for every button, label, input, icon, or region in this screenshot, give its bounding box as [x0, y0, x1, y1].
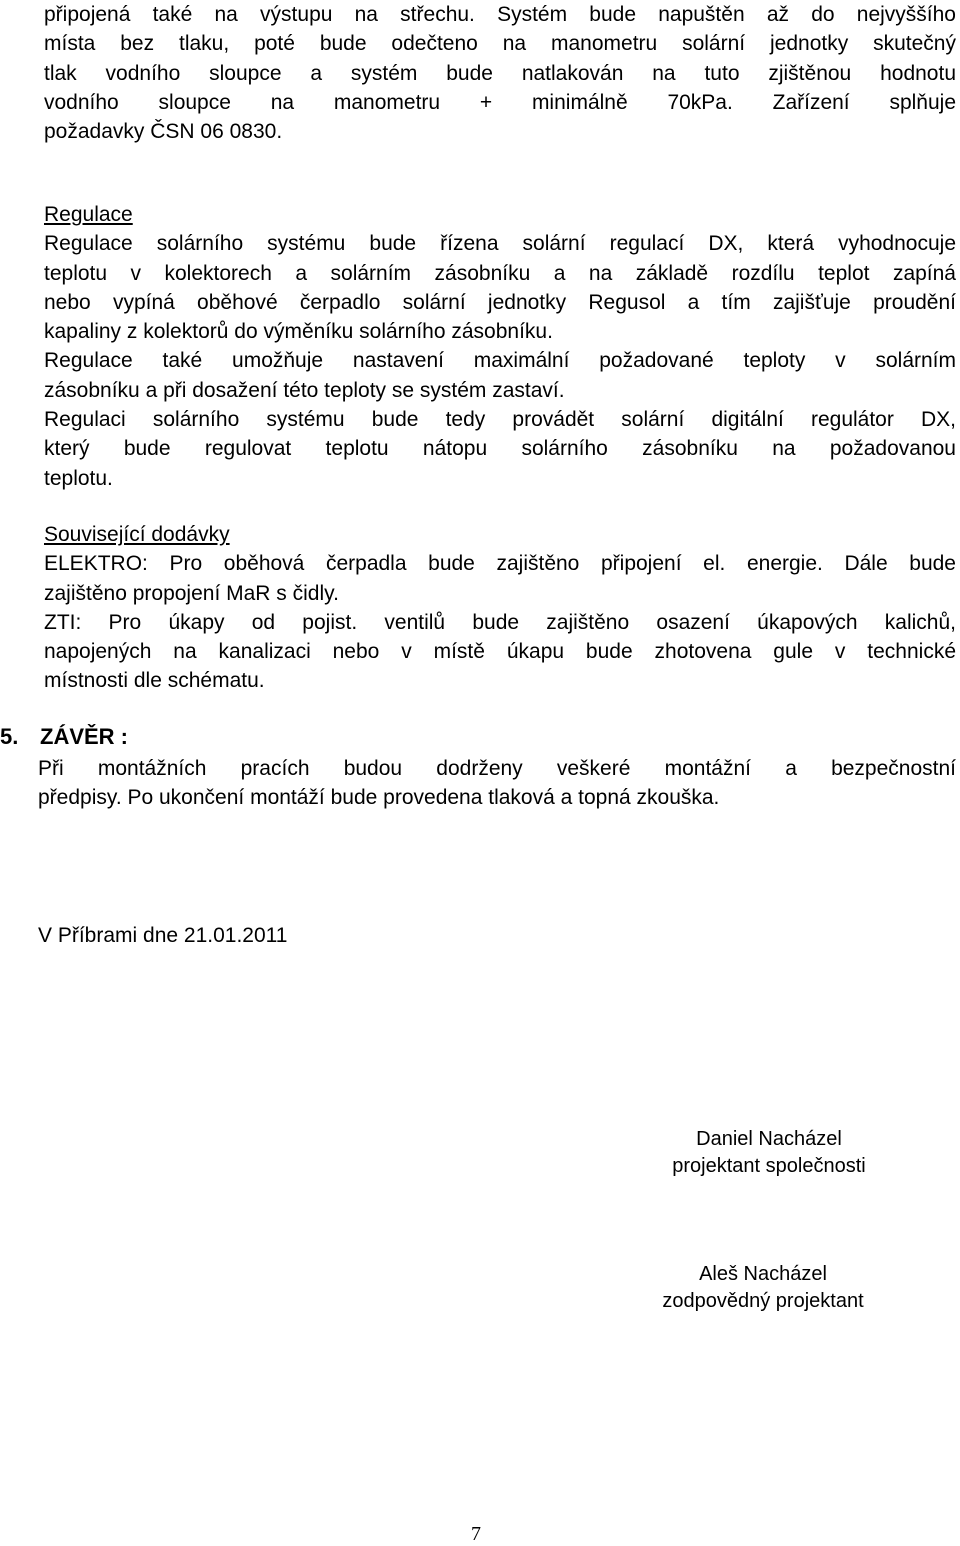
- date-line: V Příbrami dne 21.01.2011: [38, 924, 288, 947]
- text-line: tlak vodního sloupce a systém bude natlakován na tuto zjištěnou hodnotu: [44, 61, 956, 85]
- text-line: připojená také na výstupu na střechu. Systém bude napuštěn až do nejvyššího: [44, 3, 956, 26]
- intro-paragraph: [44, 0, 956, 146]
- text-line: ZTI: Pro úkapy od pojist. ventilů bude zajištěno osazení úkapových kalichů,: [44, 610, 956, 634]
- text-line: nebo vypíná oběhové čerpadlo solární jednotky Regusol a tím zajišťuje proudění: [44, 290, 956, 314]
- text-line: kapaliny z kolektorů do výměníku solárního zásobníku.: [44, 320, 553, 344]
- text-line: vodního sloupce na manometru + minimálně 70kPa. Zařízení splňuje: [44, 90, 956, 114]
- section-heading-regulace: Regulace: [44, 203, 133, 226]
- signature-block-1: [655, 1128, 883, 1178]
- zaver-paragraph: [38, 754, 956, 813]
- text-line: Regulace také umožňuje nastavení maximální požadované teploty v solárním: [44, 349, 956, 373]
- signature-block-2: [643, 1263, 883, 1313]
- signatory-name: Daniel Nacházel: [696, 1128, 842, 1150]
- text-line: předpisy. Po ukončení montáží bude provedena tlaková a topná zkouška.: [38, 786, 720, 810]
- zaver-number: 5.: [0, 724, 19, 749]
- text-line: místnosti dle schématu.: [44, 669, 265, 693]
- signatory-name: Aleš Nacházel: [699, 1263, 827, 1285]
- text-line: který bude regulovat teplotu nátopu solárního zásobníku na požadovanou: [44, 437, 956, 461]
- text-line: teplotu.: [44, 466, 113, 490]
- zaver-title: ZÁVĚR :: [40, 724, 128, 749]
- text-line: zásobníku a při dosažení této teploty se systém zastaví.: [44, 378, 565, 402]
- text-line: Regulaci solárního systému bude tedy provádět solární digitální regulátor DX,: [44, 408, 956, 432]
- text-line: Regulace solárního systému bude řízena solární regulací DX, která vyhodnocuje: [44, 232, 956, 256]
- dodavky-section: [44, 520, 956, 696]
- text-line: teplotu v kolektorech a solárním zásobníku a na základě rozdílu teplot zapíná: [44, 261, 956, 285]
- text-line: zajištěno propojení MaR s čidly.: [44, 581, 339, 605]
- signatory-role: projektant společnosti: [672, 1155, 866, 1177]
- regulace-section: [44, 200, 956, 493]
- signatory-role: zodpovědný projektant: [662, 1290, 864, 1312]
- text-line: požadavky ČSN 06 0830.: [44, 120, 283, 144]
- text-line: ELEKTRO: Pro oběhová čerpadla bude zajištěno připojení el. energie. Dále bude: [44, 552, 956, 576]
- page-number: 7: [471, 1523, 481, 1545]
- text-line: místa bez tlaku, poté bude odečteno na manometru solární jednotky skutečný: [44, 32, 956, 56]
- text-line: napojených na kanalizaci nebo v místě úkapu bude zhotovena gule v technické: [44, 640, 956, 664]
- text-line: Při montážních pracích budou dodrženy veškeré montážní a bezpečnostní: [38, 757, 956, 780]
- section-heading-dodavky: Související dodávky: [44, 523, 230, 546]
